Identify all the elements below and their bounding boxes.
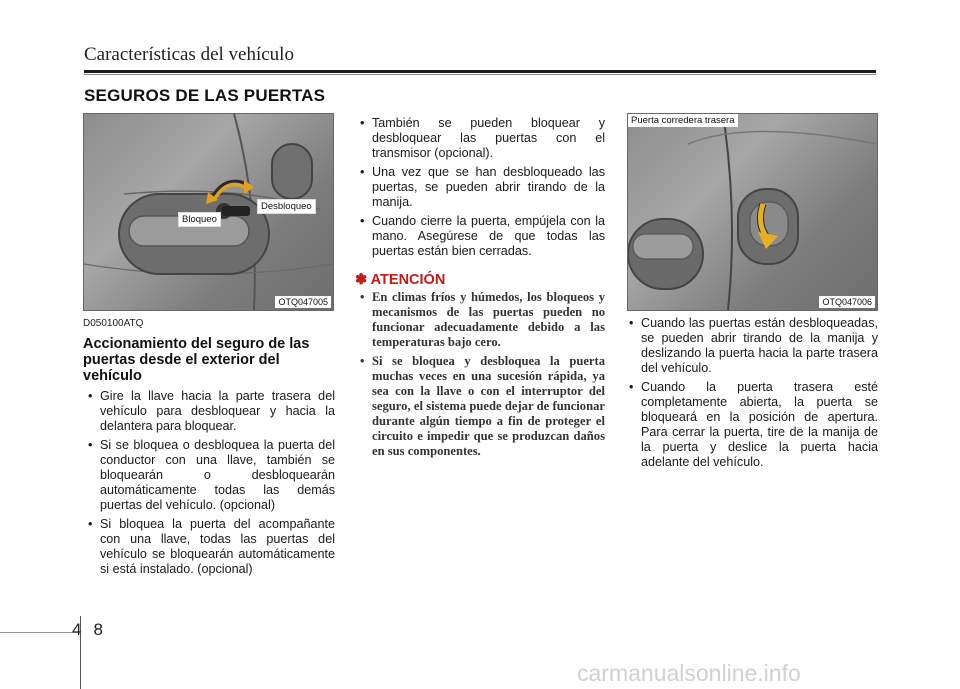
page-index: 8: [93, 620, 103, 639]
list-item: • Cuando las puertas están desbloqueadas, se pueden abrir tirando de la manija y deslizando la puerta hacia la parte trasera del vehículo.: [624, 316, 878, 376]
attention-title: ✽ ATENCIÓN: [355, 272, 446, 288]
header-rule: [84, 70, 876, 73]
figure-code: OTQ047006: [819, 296, 875, 308]
sliding-door-illustration: [628, 114, 877, 310]
watermark: carmanualsonline.info: [577, 660, 801, 686]
list-item: • En climas fríos y húmedos, los bloqueos y mecanismos de las puertas pueden no funcionar adecuadamente debido a las temperaturas bajo cero.: [355, 290, 605, 350]
header-rule-thin: [84, 74, 876, 75]
column-3: [624, 316, 878, 474]
list-item: • Si se bloquea o desbloquea la puerta del conductor con una llave, también se bloquearán o desbloquearán automáticamente todas las demás puertas del vehículo. (opcional): [83, 438, 335, 513]
footer-rule: [0, 632, 80, 633]
list-item: • Si bloquea la puerta del acompañante con una llave, todas las puertas del vehículo se bloquearán automáticamente si está instalado. (opcional): [83, 517, 335, 577]
document-code: D050100ATQ: [83, 318, 144, 329]
figure-caption: Puerta corredera trasera: [628, 114, 738, 127]
list-item: • Gire la llave hacia la parte trasera del vehículo para desbloquear y hacia la delantera para bloquear.: [83, 389, 335, 434]
page-number: [72, 620, 103, 640]
lock-callout: Bloqueo: [178, 212, 221, 227]
column-2: [355, 116, 605, 463]
door-lock-key-photo: [83, 113, 334, 311]
bullet-list: [355, 116, 605, 259]
page-section: 4: [72, 620, 82, 639]
page-header-title: Características del vehículo: [84, 44, 294, 65]
list-item: • Cuando cierre la puerta, empújela con la mano. Asegúrese de que todas las puertas están bien cerradas.: [355, 214, 605, 259]
figure-code: OTQ047005: [275, 296, 331, 308]
sliding-door-photo: [627, 113, 878, 311]
unlock-callout: Desbloqueo: [257, 199, 316, 214]
subsection-heading: Accionamiento del seguro de las puertas desde el exterior del vehículo: [83, 336, 310, 384]
list-item: • Si se bloquea y desbloquea la puerta muchas veces en una sucesión rápida, ya sea con la llave o con el interruptor del seguro, el sistema puede dejar de funcionar durante algún tiempo a fin de proteger el circuito e impedir que se produzcan daños en sus componentes.: [355, 354, 605, 459]
section-title: SEGUROS DE LAS PUERTAS: [84, 86, 326, 105]
column-1: [83, 316, 335, 581]
list-item: • Una vez que se han desbloqueado las puertas, se pueden abrir tirando de la manija.: [355, 165, 605, 210]
list-item: • También se pueden bloquear y desbloquear las puertas con el transmisor (opcional).: [355, 116, 605, 161]
attention-list: [355, 290, 605, 459]
bullet-list: [624, 316, 878, 470]
list-item: • Cuando la puerta trasera esté completamente abierta, la puerta se bloqueará en la posición de apertura. Para cerrar la puerta, tire de la manija de la puerta y deslice la puerta hacia adelante del vehículo.: [624, 380, 878, 470]
bullet-list: [83, 389, 335, 577]
